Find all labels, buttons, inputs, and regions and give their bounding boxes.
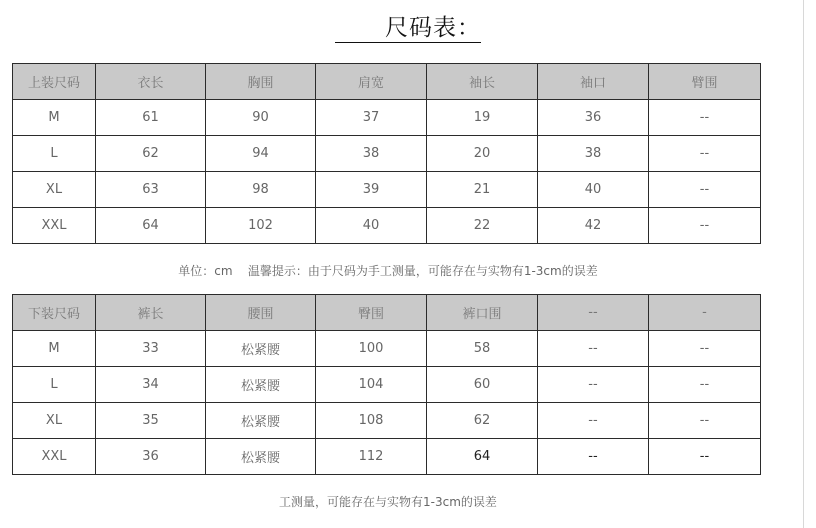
table-cell: 60 [427, 367, 538, 403]
table-cell: -- [538, 439, 649, 475]
table-cell: 40 [538, 172, 649, 208]
header-cell: 下装尺码 [13, 295, 96, 331]
table-cell: 松紧腰 [206, 403, 316, 439]
table-cell: 38 [316, 136, 427, 172]
table-row [13, 208, 761, 244]
table-cell: -- [538, 331, 649, 367]
header-cell: 臀围 [316, 295, 427, 331]
table-cell: 62 [96, 136, 206, 172]
table-cell: 20 [427, 136, 538, 172]
table-cell: 36 [538, 100, 649, 136]
table-cell: 64 [96, 208, 206, 244]
table-row [13, 367, 761, 403]
table-row [13, 172, 761, 208]
table-cell: 22 [427, 208, 538, 244]
table-cell: 松紧腰 [206, 331, 316, 367]
table-cell: -- [649, 403, 761, 439]
header-cell: 衣长 [96, 64, 206, 100]
table-cell: 33 [96, 331, 206, 367]
table-cell: 39 [316, 172, 427, 208]
right-divider [803, 0, 804, 528]
table-cell: -- [649, 136, 761, 172]
table-cell: 38 [538, 136, 649, 172]
table-header-row [13, 64, 761, 100]
table-cell: XL [13, 172, 96, 208]
table-cell: 104 [316, 367, 427, 403]
header-cell: 胸围 [206, 64, 316, 100]
measurement-note: 单位：cm 温馨提示：由于尺码为手工测量，可能存在与实物有1-3cm的误差 [178, 264, 598, 278]
header-cell: - [649, 295, 761, 331]
header-cell: 肩宽 [316, 64, 427, 100]
table-cell: 94 [206, 136, 316, 172]
header-cell: 上装尺码 [13, 64, 96, 100]
table-cell: 34 [96, 367, 206, 403]
table-row [13, 331, 761, 367]
table-cell: -- [538, 403, 649, 439]
table-cell: 40 [316, 208, 427, 244]
measurement-note-bottom: 工测量，可能存在与实物有1-3cm的误差 [279, 495, 497, 509]
table-row [13, 439, 761, 475]
header-cell: 袖长 [427, 64, 538, 100]
header-cell: 裤口围 [427, 295, 538, 331]
table-cell: XL [13, 403, 96, 439]
table-cell: 36 [96, 439, 206, 475]
table-cell: 98 [206, 172, 316, 208]
table-cell: M [13, 331, 96, 367]
table-cell: -- [649, 100, 761, 136]
top-size-table [12, 63, 761, 244]
table-cell: -- [649, 208, 761, 244]
table-cell: -- [538, 367, 649, 403]
table-cell: 松紧腰 [206, 439, 316, 475]
table-cell: 112 [316, 439, 427, 475]
table-cell: XXL [13, 439, 96, 475]
table-cell: 35 [96, 403, 206, 439]
table-cell: 64 [427, 439, 538, 475]
table-row [13, 100, 761, 136]
table-cell: -- [649, 439, 761, 475]
table-cell: -- [649, 367, 761, 403]
table-cell: M [13, 100, 96, 136]
table-cell: 42 [538, 208, 649, 244]
table-cell: XXL [13, 208, 96, 244]
bottom-size-table [12, 294, 761, 475]
table-cell: 108 [316, 403, 427, 439]
table-cell: -- [649, 172, 761, 208]
table-cell: L [13, 367, 96, 403]
table-cell: 58 [427, 331, 538, 367]
table-cell: 62 [427, 403, 538, 439]
header-cell: -- [538, 295, 649, 331]
table-cell: 90 [206, 100, 316, 136]
table-row [13, 403, 761, 439]
table-cell: 37 [316, 100, 427, 136]
table-cell: 63 [96, 172, 206, 208]
table-cell: 松紧腰 [206, 367, 316, 403]
table-header-row [13, 295, 761, 331]
page-title [0, 14, 816, 43]
table-row [13, 136, 761, 172]
table-cell: -- [649, 331, 761, 367]
table-cell: 61 [96, 100, 206, 136]
header-cell: 腰围 [206, 295, 316, 331]
header-cell: 臂围 [649, 64, 761, 100]
table-cell: 19 [427, 100, 538, 136]
header-cell: 袖口 [538, 64, 649, 100]
page-title-text: 尺码表： [335, 14, 481, 43]
header-cell: 裤长 [96, 295, 206, 331]
table-cell: L [13, 136, 96, 172]
table-cell: 102 [206, 208, 316, 244]
table-cell: 100 [316, 331, 427, 367]
table-cell: 21 [427, 172, 538, 208]
